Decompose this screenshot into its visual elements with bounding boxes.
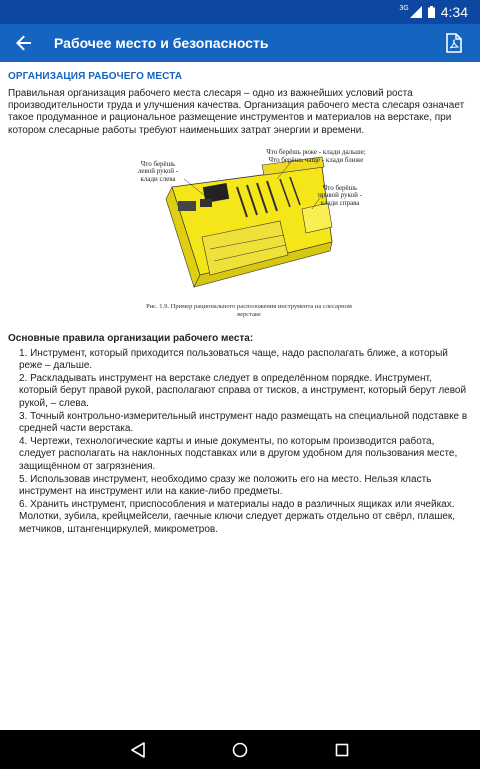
section-heading: ОРГАНИЗАЦИЯ РАБОЧЕГО МЕСТА [8, 71, 183, 82]
figure-label-right: Что берёшь правой рукой - клади справа [318, 183, 362, 207]
rule-item: 6. Хранить инструмент, приспособления и материалы надо в различных ящиках или ячейках. Молотки, зубила, крейцмейсели, гаечные ключи следует держать отдельно от свёрл, плашек, метчиков, штангенциркулей, микрометров. [19, 499, 456, 535]
page-title: Рабочее место и безопасность [54, 35, 269, 51]
status-bar [0, 0, 480, 24]
nav-recents-button[interactable] [291, 730, 393, 769]
nav-back-icon [130, 742, 146, 758]
pdf-button[interactable] [434, 24, 474, 62]
rule-item: 5. Использовав инструмент, необходимо сразу же положить его на место. Нельзя класть инструмент на инструмент или на какие-либо предметы. [19, 473, 432, 498]
nav-recents-icon [335, 743, 349, 757]
figure-caption: Рис. 1.9. Пример рационального расположения инструмента на слесарном верстаке [146, 302, 352, 318]
figure-label-top-1: Что берёшь реже - клади дальше; [266, 147, 366, 156]
rules-list [8, 348, 472, 536]
figure-label-left: Что берёшь левой рукой - клади слева [137, 159, 179, 183]
pdf-icon [446, 33, 462, 53]
rules-heading: Основные правила организации рабочего места: [8, 332, 254, 344]
clock: 4:34 [440, 4, 468, 20]
app-bar [0, 24, 480, 62]
rule-item: 3. Точный контрольно-измерительный инструмент надо размещать на специальной подставке в средней части верстака. [19, 410, 468, 435]
rule-item: 2. Раскладывать инструмент на верстаке следует в определённом порядке. Инструмент, который берут правой рукой, располагают справа от тисков, а инструмент, который берут левой рукой, – слева. [19, 373, 467, 409]
battery-icon [428, 6, 435, 18]
rule-item: 1. Инструмент, который приходится пользоваться чаще, надо располагать ближе, а который реже – дальше. [19, 347, 448, 372]
workbench-figure [132, 147, 372, 297]
nav-home-button[interactable] [189, 730, 291, 769]
signal-icon [410, 6, 422, 18]
intro-paragraph: Правильная организация рабочего места слесаря – одно из важнейших условий роста производительности труда и улучшения качества. Организация рабочего места слесаря означает такое продуманное и рациональное размещение инструментов и материалов на верстаке, при котором слесарные работы требуют наименьших затрат энергии и времени. [8, 88, 465, 136]
navigation-bar [0, 730, 480, 769]
arrow-back-icon [16, 35, 32, 51]
nav-home-icon [232, 742, 248, 758]
back-button[interactable] [2, 24, 46, 62]
network-type: 3G [399, 4, 409, 12]
article-content[interactable] [0, 62, 480, 730]
figure-label-top-2: Что берёшь чаще - клади ближе [268, 155, 364, 164]
rule-item: 4. Чертежи, технологические карты и иные документы, по которым производится работа, следует располагать на наклонных подставках или в другом удобном для пользования месте, защищённом от загрязнения. [19, 436, 458, 472]
nav-back-button[interactable] [87, 730, 189, 769]
